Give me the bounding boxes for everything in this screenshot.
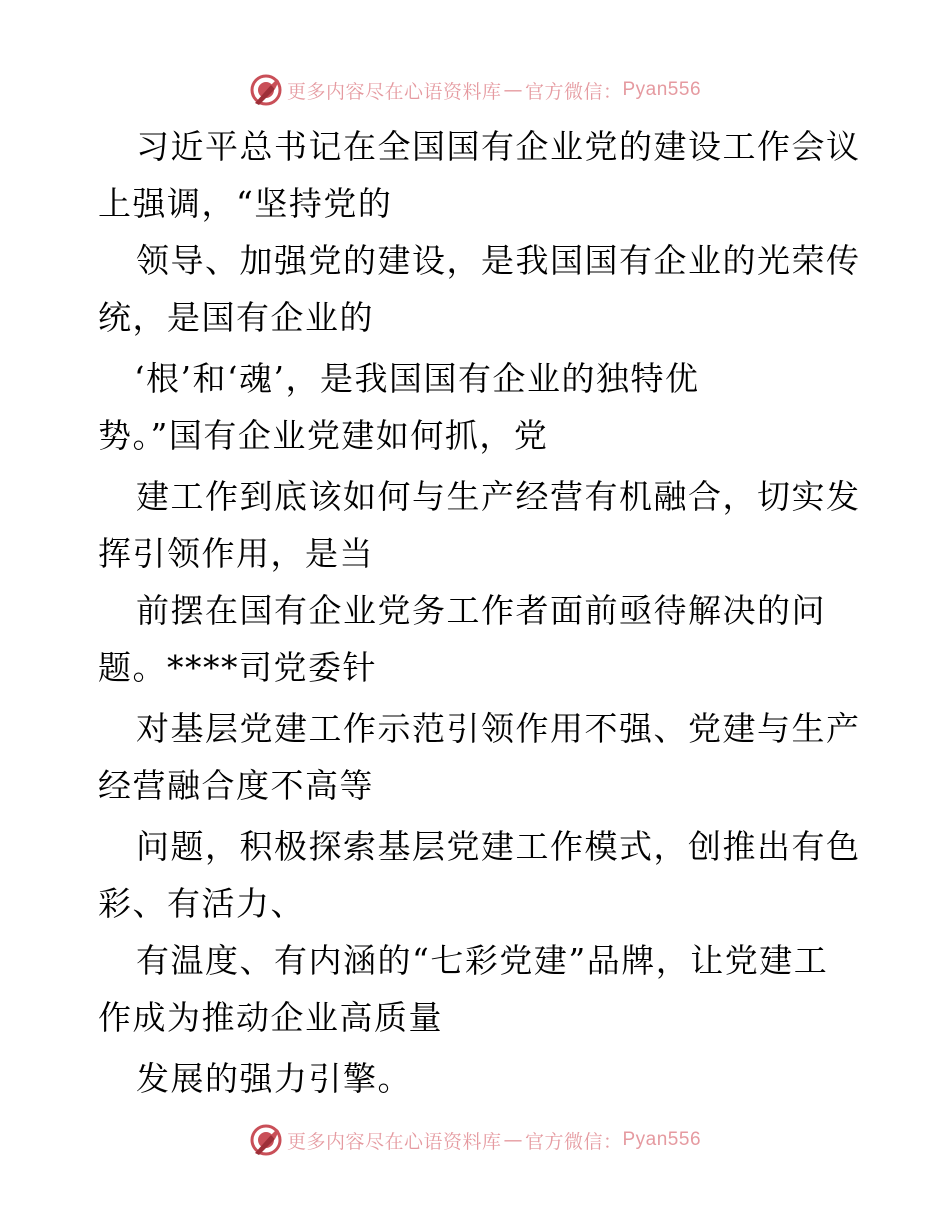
body-line: 领导、加强党的建设，是我国国有企业的光荣传 <box>136 241 861 280</box>
body-line: 挥引领作用，是当 <box>98 534 374 573</box>
body-line: 问题，积极探索基层党建工作模式，创推出有色 <box>136 827 861 866</box>
body-line: 对基层党建工作示范引领作用不强、党建与生产 <box>136 709 861 748</box>
pen-logo-icon <box>249 73 283 107</box>
body-line: 彩、有活力、 <box>98 884 305 923</box>
body-line: 上强调，“坚持党的 <box>98 184 393 223</box>
watermark-label: 官方微信： <box>524 1130 623 1153</box>
body-line: 习近平总书记在全国国有企业党的建设工作会议 <box>136 127 861 166</box>
body-line: 前摆在国有企业党务工作者面前亟待解决的问 <box>136 591 826 630</box>
watermark-separator: — <box>503 79 523 101</box>
watermark-label: 官方微信： <box>524 80 623 103</box>
watermark-id: Pyan556 <box>622 1129 702 1150</box>
footer-watermark <box>0 1122 950 1158</box>
body-line: 作成为推动企业高质量 <box>98 998 443 1037</box>
body-line: 建工作到底该如何与生产经营有机融合，切实发 <box>136 477 861 516</box>
watermark-text: 更多内容尽在心语资料库 <box>286 80 502 103</box>
watermark-separator: — <box>503 1129 523 1151</box>
watermark-text: 更多内容尽在心语资料库 <box>286 1130 502 1153</box>
watermark-id: Pyan556 <box>622 79 702 100</box>
body-line: 经营融合度不高等 <box>98 766 374 805</box>
header-watermark <box>0 72 950 108</box>
body-line: ‘根’和‘魂’，是我国国有企业的独特优 <box>134 359 700 398</box>
body-line: 势。”国有企业党建如何抓，党 <box>98 416 549 455</box>
body-line: 有温度、有内涵的“七彩党建”品牌，让党建工 <box>136 941 829 980</box>
body-line: 统，是国有企业的 <box>98 298 374 337</box>
pen-logo-icon <box>249 1123 283 1157</box>
body-line: 发展的强力引擎。 <box>136 1059 412 1098</box>
body-line: 题。****司党委针 <box>98 648 377 687</box>
